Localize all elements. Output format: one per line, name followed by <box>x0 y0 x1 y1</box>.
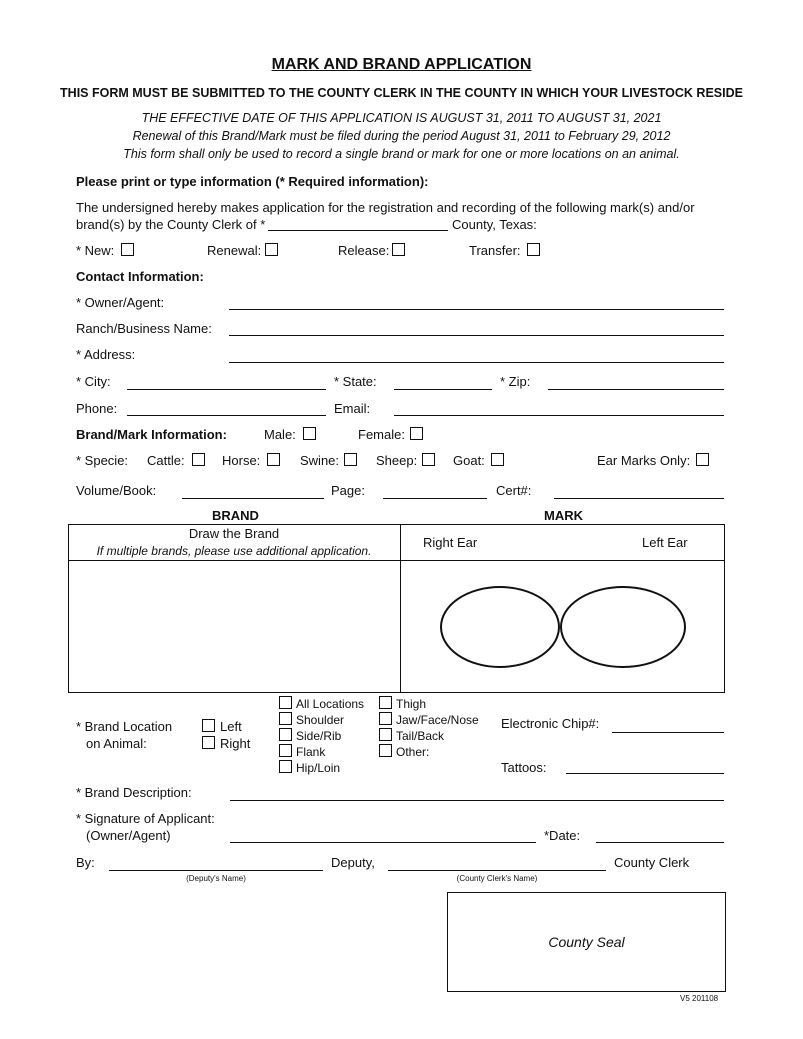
on-animal-label: on Animal: <box>86 736 147 751</box>
jaw-face-nose-label: Jaw/Face/Nose <box>396 713 479 727</box>
side-rib-checkbox[interactable] <box>279 728 292 741</box>
all-locations-checkbox[interactable] <box>279 696 292 709</box>
right-side-label: Right <box>220 736 251 751</box>
goat-label: Goat: <box>453 453 485 468</box>
horse-label: Horse: <box>222 453 261 468</box>
page-label: Page: <box>331 483 365 498</box>
cattle-checkbox[interactable] <box>192 453 205 466</box>
county-clerk-label: County Clerk <box>614 855 690 870</box>
county-clerk-name-field[interactable] <box>388 870 606 871</box>
tattoos-field[interactable] <box>566 773 724 774</box>
ranch-label: Ranch/Business Name: <box>76 321 212 336</box>
deputy-name-field[interactable] <box>109 870 323 871</box>
brand-description-field[interactable] <box>230 800 724 801</box>
other-label: Other: <box>396 745 430 759</box>
version-label: V5 201108 <box>680 994 719 1003</box>
goat-checkbox[interactable] <box>491 453 504 466</box>
email-field[interactable] <box>394 415 724 416</box>
usage-note: This form shall only be used to record a single brand or mark for one or more locations on an animal. <box>123 147 680 161</box>
shoulder-label: Shoulder <box>296 713 345 727</box>
thigh-checkbox[interactable] <box>379 696 392 709</box>
effective-date-note: THE EFFECTIVE DATE OF THIS APPLICATION IS AUGUST 31, 2011 TO AUGUST 31, 2021 <box>141 111 662 125</box>
tail-back-checkbox[interactable] <box>379 728 392 741</box>
city-field[interactable] <box>127 389 326 390</box>
brand-location-label: * Brand Location <box>76 719 173 734</box>
multiple-brands-note: If multiple brands, please use additional application. <box>96 544 372 558</box>
contact-heading: Contact Information: <box>76 269 204 284</box>
shoulder-checkbox[interactable] <box>279 712 292 725</box>
state-field[interactable] <box>394 389 492 390</box>
new-checkbox[interactable] <box>121 243 134 256</box>
tattoos-label: Tattoos: <box>501 760 547 775</box>
other-checkbox[interactable] <box>379 744 392 757</box>
signature-sub-label: (Owner/Agent) <box>86 828 171 843</box>
volume-label: Volume/Book: <box>76 483 157 498</box>
specie-label: * Specie: <box>76 453 129 468</box>
city-label: * City: <box>76 374 111 389</box>
release-label: Release: <box>338 243 390 258</box>
form-subtitle: THIS FORM MUST BE SUBMITTED TO THE COUNTY CLERK IN THE COUNTY IN WHICH YOUR LIVESTOCK RESIDE <box>60 86 743 100</box>
hip-loin-checkbox[interactable] <box>279 760 292 773</box>
new-label: * New: <box>76 243 115 258</box>
horse-checkbox[interactable] <box>267 453 280 466</box>
owner-field[interactable] <box>229 309 724 310</box>
swine-label: Swine: <box>300 453 340 468</box>
female-label: Female: <box>358 427 405 442</box>
brand-heading: BRAND <box>212 508 259 523</box>
cert-label: Cert#: <box>496 483 532 498</box>
right-side-checkbox[interactable] <box>202 736 215 749</box>
county-seal-label: County Seal <box>548 934 625 950</box>
ranch-field[interactable] <box>229 335 724 336</box>
electronic-chip-label: Electronic Chip#: <box>501 716 600 731</box>
email-label: Email: <box>334 401 371 416</box>
volume-field[interactable] <box>182 498 324 499</box>
left-ear-label: Left Ear <box>642 535 688 550</box>
side-rib-label: Side/Rib <box>296 729 342 743</box>
tail-back-label: Tail/Back <box>396 729 445 743</box>
date-label: *Date: <box>544 828 581 843</box>
brand-drawing-area[interactable] <box>69 561 399 692</box>
instructions: Please print or type information (* Required information): <box>76 174 429 189</box>
all-locations-label: All Locations <box>296 697 365 711</box>
deputy-label: Deputy, <box>331 855 375 870</box>
right-ear-outline[interactable] <box>441 587 559 667</box>
brand-info-heading: Brand/Mark Information: <box>76 427 227 442</box>
address-label: * Address: <box>76 347 136 362</box>
transfer-label: Transfer: <box>469 243 521 258</box>
brand-description-label: * Brand Description: <box>76 785 192 800</box>
form-title: MARK AND BRAND APPLICATION <box>271 56 532 73</box>
deputy-name-caption: (Deputy's Name) <box>186 874 246 883</box>
electronic-chip-field[interactable] <box>612 732 724 733</box>
cert-field[interactable] <box>554 498 724 499</box>
by-label: By: <box>76 855 95 870</box>
sheep-checkbox[interactable] <box>422 453 435 466</box>
left-ear-outline[interactable] <box>561 587 685 667</box>
signature-field[interactable] <box>230 842 536 843</box>
ear-mark-diagram[interactable] <box>401 561 724 692</box>
flank-checkbox[interactable] <box>279 744 292 757</box>
county-clerk-name-caption: (County Clerk's Name) <box>456 874 538 883</box>
owner-label: * Owner/Agent: <box>76 295 165 310</box>
renewal-checkbox[interactable] <box>265 243 278 256</box>
draw-brand-label: Draw the Brand <box>188 526 280 541</box>
mark-heading: MARK <box>544 508 583 523</box>
swine-checkbox[interactable] <box>344 453 357 466</box>
transfer-checkbox[interactable] <box>527 243 540 256</box>
intro-line-2-pre: brand(s) by the County Clerk of * <box>76 217 266 232</box>
intro-line-1: The undersigned hereby makes application for the registration and recording of the following mark(s) and/or <box>76 200 695 215</box>
ear-marks-label: Ear Marks Only: <box>597 453 691 468</box>
page-field[interactable] <box>383 498 487 499</box>
zip-field[interactable] <box>548 389 724 390</box>
right-ear-label: Right Ear <box>423 535 478 550</box>
date-field[interactable] <box>596 842 724 843</box>
male-checkbox[interactable] <box>303 427 316 440</box>
renewal-note: Renewal of this Brand/Mark must be filed during the period August 31, 2011 to February 29, 2012 <box>132 129 671 143</box>
release-checkbox[interactable] <box>392 243 405 256</box>
cattle-label: Cattle: <box>147 453 185 468</box>
hip-loin-label: Hip/Loin <box>296 761 341 775</box>
thigh-label: Thigh <box>396 697 427 711</box>
flank-label: Flank <box>296 745 326 759</box>
female-checkbox[interactable] <box>410 427 423 440</box>
phone-field[interactable] <box>127 415 326 416</box>
phone-label: Phone: <box>76 401 118 416</box>
ear-marks-checkbox[interactable] <box>696 453 709 466</box>
left-side-label: Left <box>220 719 242 734</box>
intro-line-2-post: County, Texas: <box>452 217 537 232</box>
jaw-face-nose-checkbox[interactable] <box>379 712 392 725</box>
sheep-label: Sheep: <box>376 453 418 468</box>
state-label: * State: <box>334 374 377 389</box>
county-field[interactable] <box>268 230 448 231</box>
zip-label: * Zip: <box>500 374 531 389</box>
left-side-checkbox[interactable] <box>202 719 215 732</box>
male-label: Male: <box>264 427 296 442</box>
address-field[interactable] <box>229 362 724 363</box>
renewal-label: Renewal: <box>207 243 262 258</box>
signature-label: * Signature of Applicant: <box>76 811 215 826</box>
